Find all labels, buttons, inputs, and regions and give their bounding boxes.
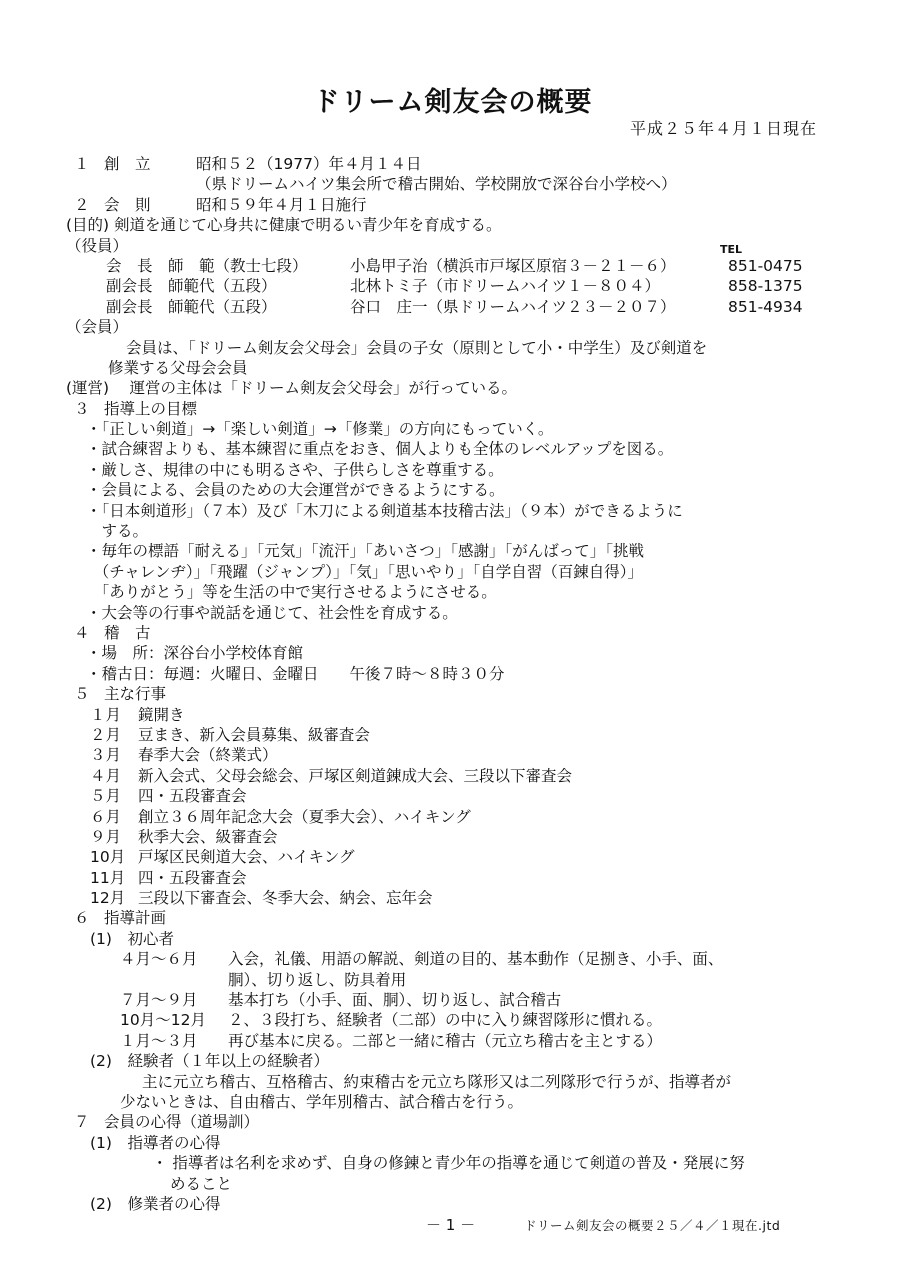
beginner-heading: (1) 初心者: [90, 929, 174, 948]
plan-row: [74, 1031, 844, 1051]
founding-note: （県ドリームハイツ集会所で稽古開始、学校開放で深谷台小学校へ）: [196, 175, 677, 194]
event-row: [74, 868, 844, 888]
goal-item: ・会員による、会員のための大会運営ができるようにする。: [86, 481, 505, 500]
plan-row: [74, 1010, 844, 1030]
event-month: ３月: [90, 746, 122, 765]
plan-text: 再び基本に戻る。二部と一緒に稽古（元立ち稽古を主とする）: [228, 1031, 663, 1050]
founding-date: 昭和５２（1977）年４月１４日: [196, 155, 422, 173]
experienced-text: 少ないときは、自由稽古、学年別稽古、試合稽古を行う。: [120, 1092, 524, 1111]
officer-tel: 851-4934: [728, 297, 803, 316]
goal-item: ・試合練習よりも、基本練習に重点をおき、個人よりも全体のレベルアップを図る。: [86, 440, 674, 459]
section-number: ５: [74, 685, 90, 704]
event-month: 11月: [90, 868, 126, 887]
section-label: 会 則: [104, 195, 151, 214]
members-text: 修業する父母会会員: [108, 358, 248, 377]
event-text: 鏡開き: [138, 705, 185, 724]
officer-row: [74, 276, 844, 296]
section-mindset: [74, 1112, 844, 1132]
event-month: ２月: [90, 725, 122, 744]
leader-text: ・ 指導者は名利を求めず、自身の修錬と青少年の指導を通じて剣道の普及・発展に努: [152, 1154, 745, 1173]
event-text: 春季大会（終業式）: [138, 746, 278, 765]
section-label: 稽 古: [104, 623, 151, 642]
plan-row: [74, 970, 844, 990]
plan-period: １月～３月: [120, 1031, 198, 1050]
officer-row: [74, 256, 844, 276]
event-month: 12月: [90, 889, 126, 908]
officer-tel: 858-1375: [728, 277, 803, 296]
event-month: １月: [90, 705, 122, 724]
section-number: ３: [74, 399, 90, 418]
section-number: ７: [74, 1113, 90, 1132]
event-text: 四・五段審査会: [138, 868, 247, 887]
goal-item: ・「日本剣道形」（７本）及び「木刀による剣道基本技稽古法」（９本）ができるように: [86, 501, 683, 520]
event-text: 創立３６周年記念大会（夏季大会）、ハイキング: [138, 807, 471, 826]
experienced-heading: (2) 経験者（１年以上の経験者）: [90, 1052, 329, 1071]
plan-text: 胴）、切り返し、防具着用: [228, 970, 407, 989]
section-label: 主な行事: [104, 685, 167, 704]
section-events: [74, 684, 844, 704]
event-row: [74, 766, 844, 786]
officer-name: 小島甲子治（横浜市戸塚区原宿３－２１－６）: [350, 256, 676, 275]
event-text: 秋季大会、級審査会: [138, 827, 278, 846]
officer-role: 会 長 師 範（教士七段）: [106, 256, 308, 275]
event-row: [74, 888, 844, 908]
event-row: [74, 807, 844, 827]
event-month: ５月: [90, 787, 122, 806]
event-text: 新入会式、父母会総会、戸塚区剣道錬成大会、三段以下審査会: [138, 766, 573, 785]
officer-row: [74, 297, 844, 317]
section-practice: [74, 623, 844, 643]
event-row: [74, 725, 844, 745]
officer-role: 副会長 師範代（五段）: [106, 277, 277, 296]
tel-label: TEL: [720, 242, 743, 256]
section-label: 創 立: [104, 155, 151, 173]
section-label: 指導上の目標: [104, 399, 198, 418]
members-heading: （会員）: [66, 318, 129, 337]
section-goals: [74, 399, 844, 419]
plan-period: ４月～６月: [120, 950, 198, 969]
event-text: 豆まき、新入会員募集、級審査会: [138, 725, 370, 744]
plan-period: 10月～12月: [120, 1011, 206, 1030]
section-number: ６: [74, 909, 90, 928]
event-row: [74, 786, 844, 806]
section-founding: [74, 154, 844, 174]
goal-item: 「ありがとう」等を生活の中で実行させるようにさせる。: [86, 583, 497, 602]
officer-name: 谷口 庄一（県ドリームハイツ２３－２０７）: [350, 297, 676, 316]
document-body: [66, 154, 844, 1214]
event-text: 四・五段審査会: [138, 787, 247, 806]
section-label: 会員の心得（道場訓）: [104, 1113, 260, 1132]
operation-line: (運営) 運営の主体は「ドリーム剣友会父母会」が行っている。: [66, 379, 518, 398]
goal-item: （チャレンヂ）」「飛躍（ジャンプ）」「気」「思いやり」「自学自習（百錬自得）」: [86, 562, 643, 581]
event-month: 10月: [90, 848, 126, 867]
plan-text: ２、３段打ち、経験者（二部）の中に入り練習隊形に慣れる。: [228, 1011, 663, 1030]
event-text: 戸塚区民剣道大会、ハイキング: [138, 848, 355, 867]
rules-date: 昭和５９年４月１日施行: [196, 195, 367, 214]
event-text: 三段以下審査会、冬季大会、納会、忘年会: [138, 889, 433, 908]
event-month: ６月: [90, 807, 122, 826]
officers-heading-text: （役員）: [66, 236, 129, 255]
event-row: [74, 847, 844, 867]
officer-role: 副会長 師範代（五段）: [106, 297, 277, 316]
goal-item: ・厳しさ、規律の中にも明るさや、子供らしさを尊重する。: [86, 460, 504, 479]
officer-tel: 851-0475: [728, 256, 803, 275]
section-number: ２: [74, 195, 90, 214]
plan-row: [74, 949, 844, 969]
practice-place: ・場 所：深谷台小学校体育館: [86, 644, 304, 663]
leader-text: めること: [170, 1174, 233, 1193]
section-rules: [74, 195, 844, 215]
event-row: [74, 705, 844, 725]
officer-name: 北林トミ子（市ドリームハイツ１－８０４）: [350, 277, 661, 296]
leader-heading: (1) 指導者の心得: [90, 1133, 221, 1152]
event-row: [74, 745, 844, 765]
event-row: [74, 827, 844, 847]
file-name: ドリーム剣友会の概要２５／４／１現在.jtd: [524, 1218, 781, 1233]
goal-item: する。: [86, 522, 149, 541]
section-number: ４: [74, 623, 90, 642]
section-number: １: [74, 155, 90, 173]
page-number: － 1 －: [426, 1216, 476, 1234]
plan-text: 基本打ち（小手、面、胴）、切り返し、試合稽古: [228, 991, 562, 1010]
practice-days: ・稽古日：毎週：火曜日、金曜日 午後７時～８時３０分: [86, 664, 505, 683]
officers-heading: [66, 236, 844, 256]
experienced-text: 主に元立ち稽古、互格稽古、約束稽古を元立ち隊形又は二列隊形で行うが、指導者が: [142, 1072, 732, 1091]
document-title: ドリーム剣友会の概要: [312, 87, 593, 118]
purpose-line: (目的) 剣道を通じて心身共に健康で明るい青少年を育成する。: [66, 216, 502, 235]
plan-period: ７月～９月: [120, 991, 198, 1010]
event-month: ４月: [90, 766, 122, 785]
members-text: 会員は、「ドリーム剣友会父母会」会員の子女（原則として小・中学生）及び剣道を: [126, 338, 708, 357]
as-of-date: 平成２５年４月１日現在: [629, 119, 817, 138]
plan-text: 入会，礼儀、用語の解説、剣道の目的、基本動作（足捌き、小手、面、: [228, 950, 724, 969]
goal-item: ・「正しい剣道」→「楽しい剣道」→「修業」の方向にもっていく。: [86, 420, 554, 439]
goal-item: ・毎年の標語「耐える」「元気」「流汗」「あいさつ」「感謝」「がんばって」「挑戦: [86, 542, 645, 561]
section-plan: [74, 908, 844, 928]
section-label: 指導計画: [104, 909, 167, 928]
goal-item: ・大会等の行事や説話を通じて、社会性を育成する。: [86, 603, 458, 622]
event-month: ９月: [90, 827, 122, 846]
plan-row: [74, 990, 844, 1010]
trainee-heading: (2) 修業者の心得: [90, 1194, 221, 1213]
